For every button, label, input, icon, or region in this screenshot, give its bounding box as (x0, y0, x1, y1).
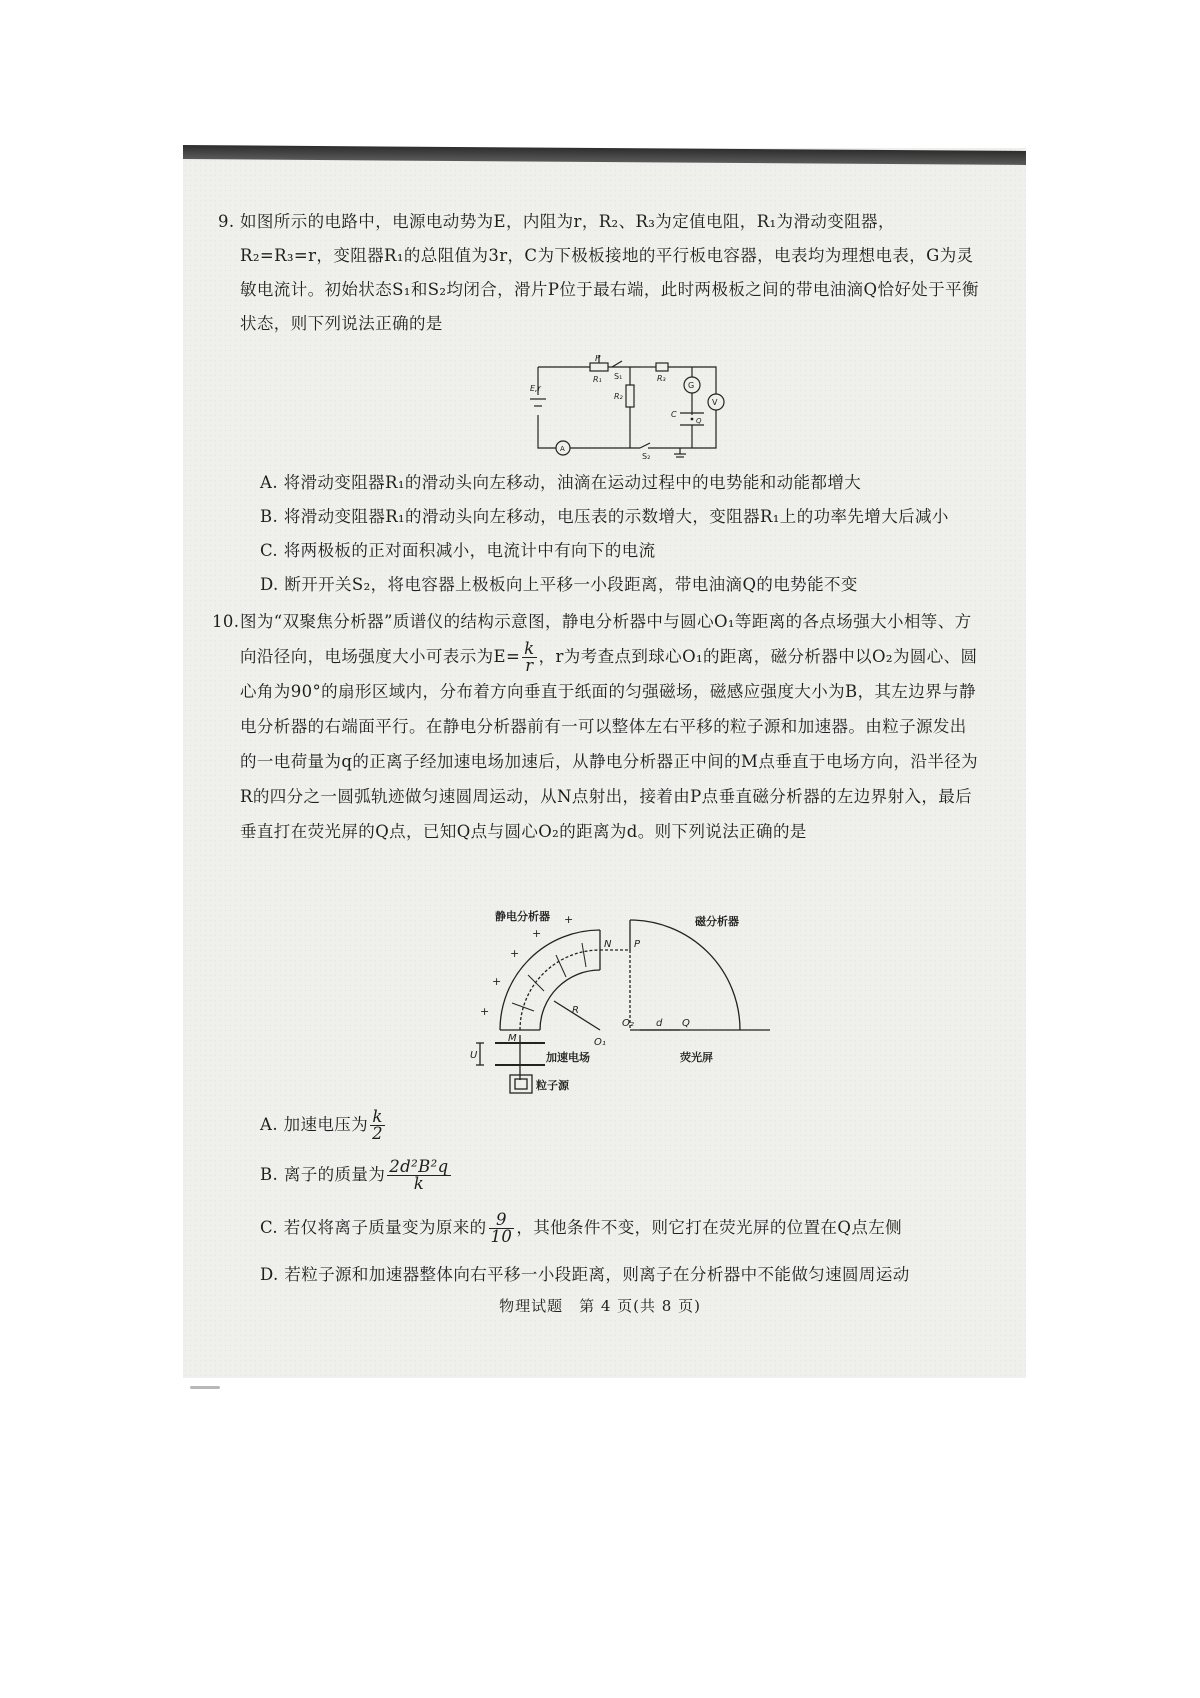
question-9-number: 9. (218, 212, 235, 231)
label-s1: S₁ (614, 372, 623, 381)
label-r3: R₃ (657, 374, 666, 383)
label-p: P (595, 355, 601, 364)
ammeter-icon: A (560, 445, 565, 453)
label-particle-source: 粒子源 (536, 1079, 569, 1092)
label-s2: S₂ (642, 452, 651, 460)
field-fraction: $\frac{k}{r}$ (524, 639, 535, 675)
question-10-text-2: ，r为考查点到球心O₁的距离，磁分析器中以O₂为圆心、圆心角为90°的扇形区域内，分布着方向垂直于纸面的匀强磁场，磁感应强度大小为B，其左边界与静电分析器的右端面平行。在静电分析器前有一可以整体左右平移的粒子源和加速器。由粒子源发出的一电荷量为q的正离子经加速电场加速后，从静电分析器正中间的M点垂直于电场方向，沿半径为R的四分之一圆弧轨迹做匀速圆周运动，从N点射出，接着由P点垂直磁分析器的左边界射入，最后垂直打在荧光屏的Q点，已知Q点与圆心O₂的距离为d。则下列说法正确的是 (240, 647, 979, 841)
question-10-option-c: C. 若仅将离子质量变为原来的 $\frac{9}{10}$ ，其他条件不变，则它打在荧光屏的位置在Q点左侧 (260, 1210, 903, 1246)
question-9-stem (218, 205, 980, 341)
galvanometer-icon: G (688, 381, 695, 390)
label-p: P (634, 939, 641, 950)
label-o1: O₁ (594, 1037, 606, 1048)
label-c: C (671, 410, 677, 419)
label-electrostatic-analyzer: 静电分析器 (495, 910, 550, 923)
question-10-option-b: B. 离子的质量为 $\frac{\text{2d²B²q}}{k}$ (260, 1157, 449, 1193)
scan-edge (183, 145, 1026, 165)
label-r1: R₁ (593, 375, 602, 384)
question-9-option-c: C. 将两极板的正对面积减小，电流计中有向下的电流 (260, 541, 656, 560)
mass-spectrometer-diagram (470, 895, 770, 1095)
question-9-option-a: A. 将滑动变阻器R₁的滑动头向左移动，油滴在运动过程中的电势能和动能都增大 (260, 473, 862, 492)
plus-sign: + (564, 913, 574, 926)
label-emf: E,r (530, 384, 541, 393)
page-footer: 物理试题 第 4 页(共 8 页) (499, 1297, 701, 1315)
question-10-number: 10. (212, 612, 240, 631)
plus-sign: + (492, 975, 502, 988)
question-9-option-d: D. 断开开关S₂，将电容器上极板向上平移一小段距离，带电油滴Q的电势能不变 (260, 575, 858, 594)
scan-mark (190, 1386, 220, 1389)
plus-sign: + (510, 947, 520, 960)
label-r: R (572, 1005, 579, 1016)
label-magnetic-analyzer: 磁分析器 (695, 915, 739, 928)
plus-sign: + (532, 927, 542, 940)
label-r2: R₂ (614, 392, 623, 401)
plus-sign: + (480, 1005, 490, 1018)
label-q: Q (696, 417, 702, 425)
label-q: Q (682, 1018, 690, 1029)
question-9-text: 如图所示的电路中，电源电动势为E，内阻为r，R₂、R₃为定值电阻，R₁为滑动变阻器，R₂=R₃=r，变阻器R₁的总阻值为3r，C为下极板接地的平行板电容器，电表均为理想电表，G为灵敏电流计。初始状态S₁和S₂均闭合，滑片P位于最右端，此时两极板之间的带电油滴Q恰好处于平衡状态，则下列说法正确的是 (240, 212, 979, 333)
question-10-option-a: A. 加速电压为 $\frac{k}{2}$ (260, 1107, 384, 1143)
question-10-stem (212, 604, 980, 849)
label-u: U (470, 1050, 478, 1061)
question-10-text-1: 图为“双聚焦分析器”质谱仪的结构示意图，静电分析器中与圆心O₁等距离的各点场强大小相等、方向沿径向，电场强度大小可表示为E= (240, 612, 972, 666)
label-n: N (604, 939, 612, 950)
circuit-diagram (530, 355, 730, 460)
label-m: M (508, 1033, 517, 1044)
question-10-option-d: D. 若粒子源和加速器整体向右平移一小段距离，则离子在分析器中不能做匀速圆周运动 (260, 1265, 910, 1284)
label-d: d (656, 1018, 663, 1029)
question-9-option-b: B. 将滑动变阻器R₁的滑动头向左移动，电压表的示数增大，变阻器R₁上的功率先增大后减小 (260, 507, 949, 526)
label-screen: 荧光屏 (680, 1051, 713, 1064)
label-o2: O₂ (622, 1018, 634, 1029)
label-acceleration-field: 加速电场 (546, 1051, 590, 1064)
voltmeter-icon: V (712, 398, 718, 407)
